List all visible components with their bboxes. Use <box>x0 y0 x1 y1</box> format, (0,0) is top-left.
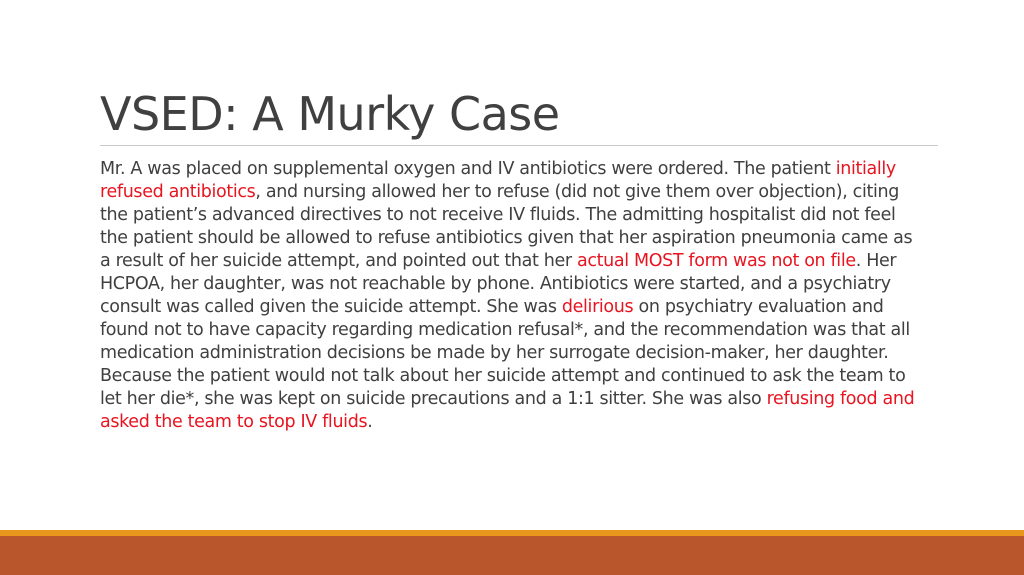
footer-bar <box>0 536 1024 575</box>
highlighted-text: initially <box>835 159 896 179</box>
highlighted-text: asked the team to stop IV fluids <box>100 412 368 432</box>
body-text-segment: the patient’s advanced directives to not receive IV fluids. The admitting hospitalist did not feel <box>100 205 896 225</box>
body-text-segment: . <box>367 412 373 432</box>
body-text-segment: . Her <box>855 251 897 271</box>
body-text-segment: HCPOA, her daughter, was not reachable by phone. Antibiotics were started, and a psychiatry <box>100 274 891 294</box>
body-text-segment: Mr. A was placed on supplemental oxygen and IV antibiotics were ordered. The patient <box>100 159 836 179</box>
slide-title: VSED: A Murky Case <box>100 87 560 141</box>
body-text-segment: a result of her suicide attempt, and pointed out that her <box>100 251 577 271</box>
title-divider <box>100 145 938 146</box>
body-text-segment: medication administration decisions be made by her surrogate decision-maker, her daughter. <box>100 343 889 363</box>
body-text-segment: on psychiatry evaluation and <box>633 297 884 317</box>
body-line <box>100 204 960 227</box>
body-text-segment: , and nursing allowed her to refuse (did not give them over objection), citing <box>255 182 899 202</box>
body-text-segment: let her die*, she was kept on suicide precautions and a 1:1 sitter. She was also <box>100 389 767 409</box>
slide-body <box>100 158 960 434</box>
body-line <box>100 250 960 273</box>
body-line <box>100 342 960 365</box>
highlighted-text: actual MOST form was not on file <box>576 251 856 271</box>
body-line <box>100 319 960 342</box>
highlighted-text: refusing food and <box>766 389 915 409</box>
highlighted-text: refused antibiotics <box>100 182 256 202</box>
body-text-segment: found not to have capacity regarding medication refusal*, and the recommendation was that all <box>100 320 910 340</box>
body-line <box>100 158 960 181</box>
body-line <box>100 365 960 388</box>
body-text-segment: consult was called given the suicide attempt. She was <box>100 297 562 317</box>
highlighted-text: delirious <box>561 297 634 317</box>
body-line <box>100 296 960 319</box>
body-line <box>100 273 960 296</box>
body-text-segment: the patient should be allowed to refuse antibiotics given that her aspiration pneumonia came as <box>100 228 913 248</box>
body-text-segment: Because the patient would not talk about her suicide attempt and continued to ask the team to <box>100 366 906 386</box>
body-line <box>100 388 960 411</box>
body-line <box>100 181 960 204</box>
body-line <box>100 227 960 250</box>
body-line <box>100 411 960 434</box>
